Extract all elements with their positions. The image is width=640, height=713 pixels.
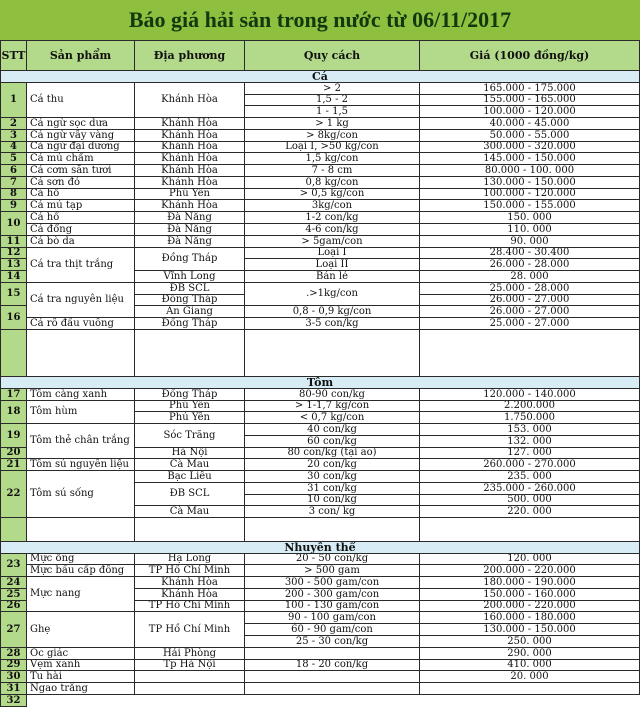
product-cell: Cá thu <box>27 83 135 118</box>
price-cell: 410. 000 <box>420 660 640 671</box>
spec-cell: 40 con/kg <box>245 424 420 436</box>
price-cell: 290. 000 <box>420 648 640 660</box>
price-cell: 235.000 - 260.000 <box>420 483 640 495</box>
price-cell: 300.000 - 320.000 <box>420 142 640 153</box>
product-cell: Tôm thẻ chân trắng <box>27 424 135 459</box>
product-cell: Cá ngừ vây vàng <box>27 130 135 142</box>
product-cell: Cá ngừ sọc dưa <box>27 118 135 130</box>
product-cell-empty <box>27 330 135 377</box>
spec-cell: < 0,7 kg/con <box>245 412 420 424</box>
price-cell: 2.200.000 <box>420 401 640 412</box>
stt-cell: 1 <box>0 83 27 118</box>
price-cell: 132. 000 <box>420 436 640 448</box>
price-cell: 130.000 - 150.000 <box>420 624 640 636</box>
spec-cell: 18 - 20 con/kg <box>245 660 420 671</box>
location-cell: Khánh Hòa <box>135 153 245 165</box>
spec-cell: 10 con/kg <box>245 495 420 506</box>
location-cell: TP Hồ Chí Minh <box>135 565 245 577</box>
location-cell: TP Hồ Chí Minh <box>135 601 245 612</box>
spec-cell: > 8kg/con <box>245 130 420 142</box>
product-cell: Vẹm xanh <box>27 660 135 671</box>
stt-cell: 19 <box>0 424 27 448</box>
spec-cell: 1 - 1,5 <box>245 106 420 118</box>
price-cell: 110. 000 <box>420 224 640 236</box>
location-cell: Khánh Hòa <box>135 83 245 118</box>
product-cell: Cá tra thịt trắng <box>27 248 135 283</box>
spec-cell: > 500 gam <box>245 565 420 577</box>
price-cell: 80.000 - 100. 000 <box>420 165 640 177</box>
stt-cell: 7 <box>0 177 27 189</box>
table-header <box>0 40 640 71</box>
spec-cell: 60 con/kg <box>245 436 420 448</box>
product-cell: Cá ngừ đại dương <box>27 142 135 153</box>
location-cell <box>135 671 245 683</box>
stt-cell: 28 <box>0 648 27 660</box>
price-cell: 250. 000 <box>420 636 640 648</box>
product-cell: Ốc giác <box>27 648 135 660</box>
spec-cell: 4-6 con/kg <box>245 224 420 236</box>
spec-cell: 30 con/kg <box>245 471 420 483</box>
price-cell: 235. 000 <box>420 471 640 483</box>
spec-cell: > 1 kg <box>245 118 420 130</box>
location-cell: An Giang <box>135 306 245 318</box>
header-price: Giá (1000 đồng/kg) <box>420 40 640 71</box>
price-cell: 100.000 - 120.000 <box>420 189 640 200</box>
product-cell: Tôm càng xanh <box>27 389 135 401</box>
stt-cell: 8 <box>0 189 27 200</box>
page-title: Báo giá hải sản trong nước từ 06/11/2017 <box>0 0 640 41</box>
spec-cell-empty <box>245 330 420 377</box>
location-cell: Tp Hà Nội <box>135 660 245 671</box>
stt-cell: 12 <box>0 248 27 259</box>
spec-cell: > 5gam/con <box>245 236 420 248</box>
location-cell: Đồng Tháp <box>135 389 245 401</box>
product-cell: Ghẹ <box>27 612 135 648</box>
price-cell: 180.000 - 190.000 <box>420 577 640 589</box>
spec-cell: > 0,5 kg/con <box>245 189 420 200</box>
price-cell: 145.000 - 150.000 <box>420 153 640 165</box>
spec-cell: 1,5 - 2 <box>245 95 420 106</box>
product-cell: Mực bầu cấp đông <box>27 565 135 577</box>
spec-cell: 1-2 con/kg <box>245 212 420 224</box>
location-cell: Phú Yên <box>135 401 245 412</box>
product-cell: Cá đổng <box>27 224 135 236</box>
table-body <box>0 71 640 713</box>
stt-cell: 31 <box>0 683 27 695</box>
location-cell: Khánh Hòa <box>135 177 245 189</box>
spec-cell-empty <box>245 683 420 695</box>
stt-cell: 13 <box>0 259 27 271</box>
spec-cell: 80-90 con/kg <box>245 389 420 401</box>
price-cell: 26.000 - 28.000 <box>420 259 640 271</box>
header-spec: Quy cách <box>245 40 420 71</box>
product-cell: Tu hài <box>27 671 135 683</box>
spec-cell: 3kg/con <box>245 200 420 212</box>
product-cell: Cá tra nguyên liệu <box>27 283 135 318</box>
stt-cell: 18 <box>0 401 27 424</box>
price-cell: 260.000 - 270.000 <box>420 459 640 471</box>
spec-cell: .>1kg/con <box>245 283 420 306</box>
price-cell: 25.000 - 28.000 <box>420 283 640 295</box>
spec-cell: Loại I <box>245 248 420 259</box>
spec-cell: > 1-1,7 kg/con <box>245 401 420 412</box>
location-cell: Đồng Tháp <box>135 318 245 330</box>
header-stt: STT <box>0 40 27 71</box>
product-cell: Cá sơn đỏ <box>27 177 135 189</box>
spec-cell: 0,8 kg/con <box>245 177 420 189</box>
header-product: Sản phẩm <box>27 40 135 71</box>
stt-cell: 14 <box>0 271 27 283</box>
price-cell: 165.000 - 175.000 <box>420 83 640 95</box>
location-cell: Đồng Tháp <box>135 248 245 271</box>
price-cell: 26.000 - 27.000 <box>420 306 640 318</box>
location-cell: Khánh Hòa <box>135 130 245 142</box>
price-cell: 220. 000 <box>420 506 640 518</box>
product-cell: Cá mú tạp <box>27 200 135 212</box>
stt-cell: 22 <box>0 471 27 518</box>
price-cell: 25.000 - 27.000 <box>420 318 640 330</box>
spec-cell: 1,5 kg/con <box>245 153 420 165</box>
spec-cell: Loại I, >50 kg/con <box>245 142 420 153</box>
price-cell: 90. 000 <box>420 236 640 248</box>
location-cell <box>135 683 245 695</box>
spec-cell: Loại II <box>245 259 420 271</box>
location-cell: Đà Nẵng <box>135 236 245 248</box>
price-cell: 28. 000 <box>420 271 640 283</box>
location-cell: Đà Nẵng <box>135 212 245 224</box>
spec-cell: 200 - 300 gam/con <box>245 589 420 601</box>
stt-cell: 6 <box>0 165 27 177</box>
spec-cell: 7 - 8 cm <box>245 165 420 177</box>
location-cell: Khánh Hòa <box>135 577 245 589</box>
stt-cell: 30 <box>0 671 27 683</box>
stt-cell: 23 <box>0 554 27 577</box>
location-cell: Hạ Long <box>135 554 245 565</box>
stt-cell: 29 <box>0 660 27 671</box>
product-cell-empty <box>27 518 135 542</box>
price-cell: 28.400 - 30.400 <box>420 248 640 259</box>
price-cell: 150.000 - 160.000 <box>420 589 640 601</box>
product-cell: Tôm sú sống <box>27 471 135 518</box>
stt-cell: 2 <box>0 118 27 130</box>
product-cell: Cá bò da <box>27 236 135 248</box>
stt-cell: 25 <box>0 589 27 601</box>
price-cell: 160.000 - 180.000 <box>420 612 640 624</box>
price-cell: 150. 000 <box>420 212 640 224</box>
product-cell: Cá hố <box>27 212 135 224</box>
location-cell: Bạc Liêu <box>135 471 245 483</box>
price-cell: 150.000 - 155.000 <box>420 200 640 212</box>
price-cell: 155.000 - 165.000 <box>420 95 640 106</box>
stt-cell: 21 <box>0 459 27 471</box>
product-cell: Tôm sú nguyên liệu <box>27 459 135 471</box>
location-cell: Phú Yên <box>135 412 245 424</box>
stt-cell-empty <box>0 518 27 542</box>
price-cell: 26.000 - 27.000 <box>420 295 640 306</box>
location-cell: TP Hồ Chí Minh <box>135 612 245 648</box>
spec-cell-empty <box>245 518 420 542</box>
stt-cell-empty <box>0 330 27 377</box>
spec-cell: 3-5 con/kg <box>245 318 420 330</box>
spec-cell: 90 - 100 gam/con <box>245 612 420 624</box>
price-cell: 120.000 - 140.000 <box>420 389 640 401</box>
stt-cell: 4 <box>0 142 27 153</box>
location-cell: Cà Mau <box>135 459 245 471</box>
spec-cell: 3 con/ kg <box>245 506 420 518</box>
price-cell: 153. 000 <box>420 424 640 436</box>
spec-cell: 0,8 - 0,9 kg/con <box>245 306 420 318</box>
location-cell: Cà Mau <box>135 506 245 518</box>
price-cell: 1.750.000 <box>420 412 640 424</box>
location-cell: Khánh Hòa <box>135 589 245 601</box>
price-cell: 50.000 - 55.000 <box>420 130 640 142</box>
stt-cell: 32 <box>0 695 27 707</box>
spec-cell: 60 - 90 gam/con <box>245 624 420 636</box>
spec-cell: 25 - 30 con/kg <box>245 636 420 648</box>
location-cell: Hải Phòng <box>135 648 245 660</box>
price-cell: 100.000 - 120.000 <box>420 106 640 118</box>
spec-cell: 100 - 130 gam/con <box>245 601 420 612</box>
stt-cell: 16 <box>0 306 27 330</box>
spec-cell: 20 con/kg <box>245 459 420 471</box>
category-row: Tôm <box>0 377 640 389</box>
spec-cell <box>245 671 420 683</box>
stt-cell: 9 <box>0 200 27 212</box>
stt-cell: 10 <box>0 212 27 236</box>
location-cell: Khánh Hòa <box>135 142 245 153</box>
price-cell: 40.000 - 45.000 <box>420 118 640 130</box>
header-location: Địa phương <box>135 40 245 71</box>
location-cell-empty <box>135 330 245 377</box>
spec-cell: > 2 <box>245 83 420 95</box>
spec-cell: Bán lẻ <box>245 271 420 283</box>
location-cell-empty <box>135 518 245 542</box>
price-cell-empty <box>420 330 640 377</box>
product-cell: Cá hố <box>27 189 135 200</box>
product-cell: Cá rô đầu vuông <box>27 318 135 330</box>
product-cell: Ngao trắng <box>27 683 135 695</box>
stt-cell: 3 <box>0 130 27 142</box>
price-cell: 200.000 - 220.000 <box>420 601 640 612</box>
location-cell: Vĩnh Long <box>135 271 245 283</box>
product-cell: Cá cơm săn tươi <box>27 165 135 177</box>
spec-cell-empty <box>245 648 420 660</box>
price-cell-empty <box>420 518 640 542</box>
price-cell: 130.000 - 150.000 <box>420 177 640 189</box>
stt-cell: 20 <box>0 448 27 459</box>
price-cell: 127. 000 <box>420 448 640 459</box>
location-cell: ĐB SCL <box>135 283 245 295</box>
stt-cell: 17 <box>0 389 27 401</box>
price-cell: 500. 000 <box>420 495 640 506</box>
location-cell: Đồng Tháp <box>135 295 245 306</box>
stt-cell: 11 <box>0 236 27 248</box>
location-cell: Phú Yên <box>135 189 245 200</box>
price-cell: 200.000 - 220.000 <box>420 565 640 577</box>
stt-cell: 24 <box>0 577 27 589</box>
location-cell: ĐB SCL <box>135 483 245 506</box>
spec-cell: 80 con/kg (tại ao) <box>245 448 420 459</box>
stt-cell: 26 <box>0 601 27 612</box>
location-cell: Khánh Hòa <box>135 200 245 212</box>
stt-cell: 15 <box>0 283 27 306</box>
product-cell: Mực ống <box>27 554 135 565</box>
product-cell: Mực nang <box>27 577 135 612</box>
stt-cell: 27 <box>0 612 27 648</box>
location-cell: Hà Nội <box>135 448 245 459</box>
category-row: Nhuyễn thể <box>0 542 640 554</box>
product-cell: Tôm hùm <box>27 401 135 424</box>
location-cell: Khánh Hòa <box>135 118 245 130</box>
spec-cell: 300 - 500 gam/con <box>245 577 420 589</box>
price-cell <box>420 683 640 695</box>
location-cell: Đà Nẵng <box>135 224 245 236</box>
price-cell: 20. 000 <box>420 671 640 683</box>
price-cell: 120. 000 <box>420 554 640 565</box>
location-cell: Sóc Trăng <box>135 424 245 448</box>
location-cell: Khánh Hòa <box>135 165 245 177</box>
spec-cell: 20 - 50 con/kg <box>245 554 420 565</box>
spec-cell: 31 con/kg <box>245 483 420 495</box>
product-cell: Cá mú chấm <box>27 153 135 165</box>
category-row: Cá <box>0 71 640 83</box>
stt-cell: 5 <box>0 153 27 165</box>
